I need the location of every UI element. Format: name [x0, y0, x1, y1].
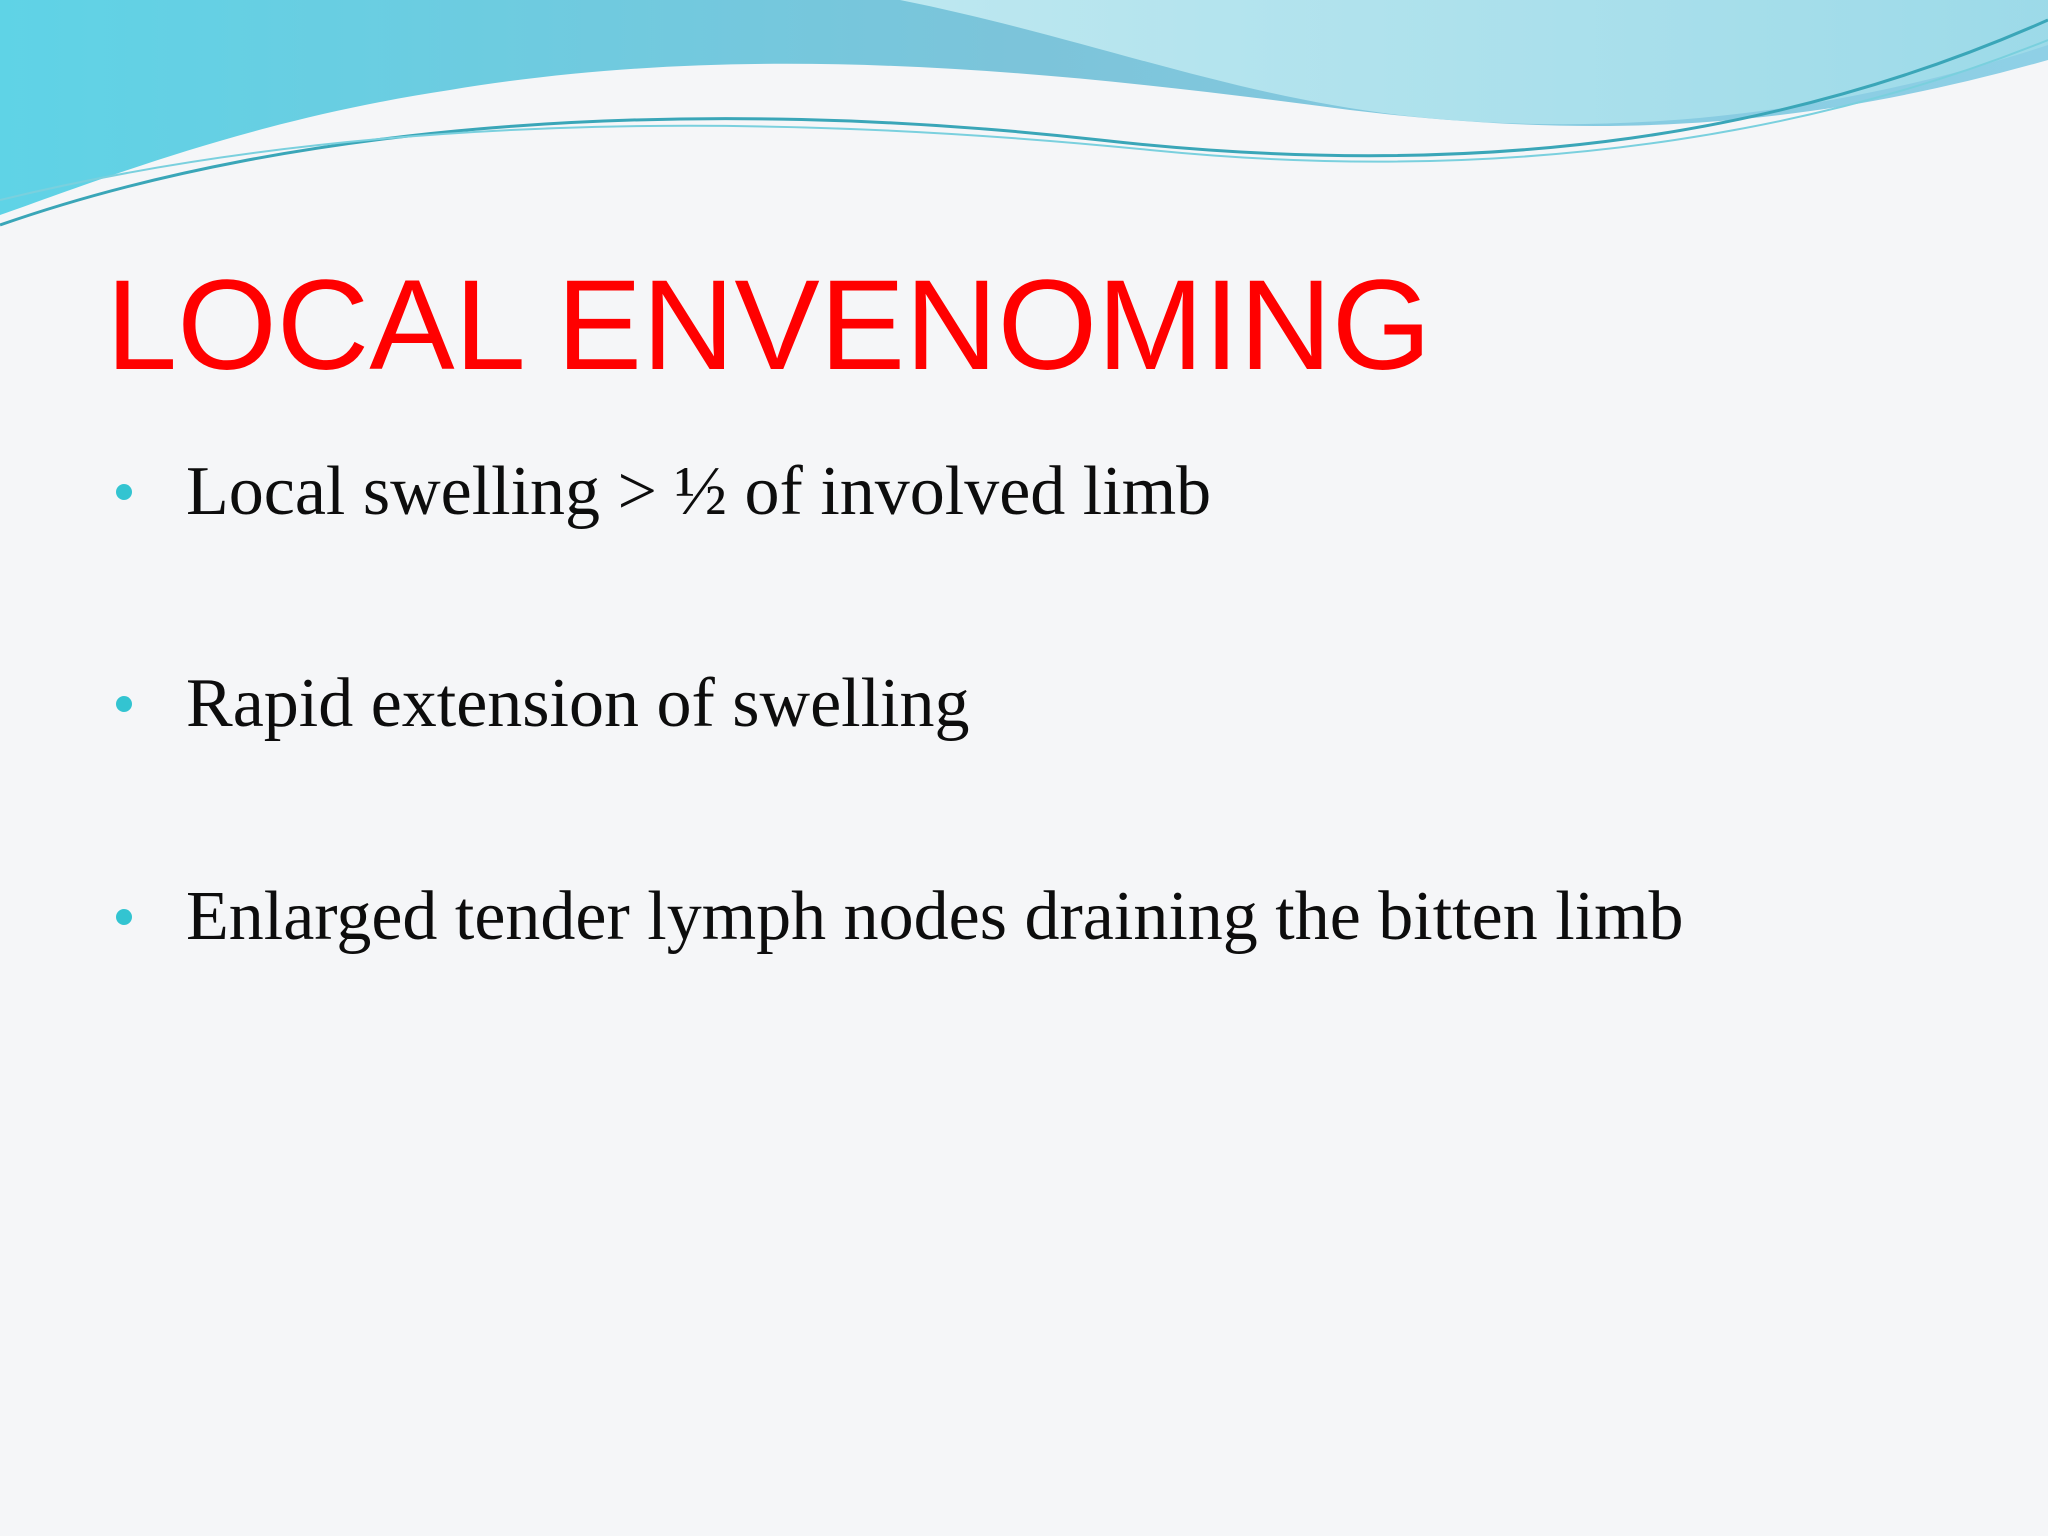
bullet-dot-icon	[116, 909, 132, 925]
bullet-text: Rapid extension of swelling	[186, 665, 970, 742]
bullet-text: Local swelling > ½ of involved limb	[186, 453, 1212, 530]
header-wave-decoration	[0, 0, 2048, 240]
bullet-text: Enlarged tender lymph nodes draining the bitten limb	[186, 878, 1684, 955]
bullet-dot-icon	[116, 484, 132, 500]
slide-title: LOCAL ENVENOMING	[106, 254, 1432, 397]
bullet-dot-icon	[116, 696, 132, 712]
